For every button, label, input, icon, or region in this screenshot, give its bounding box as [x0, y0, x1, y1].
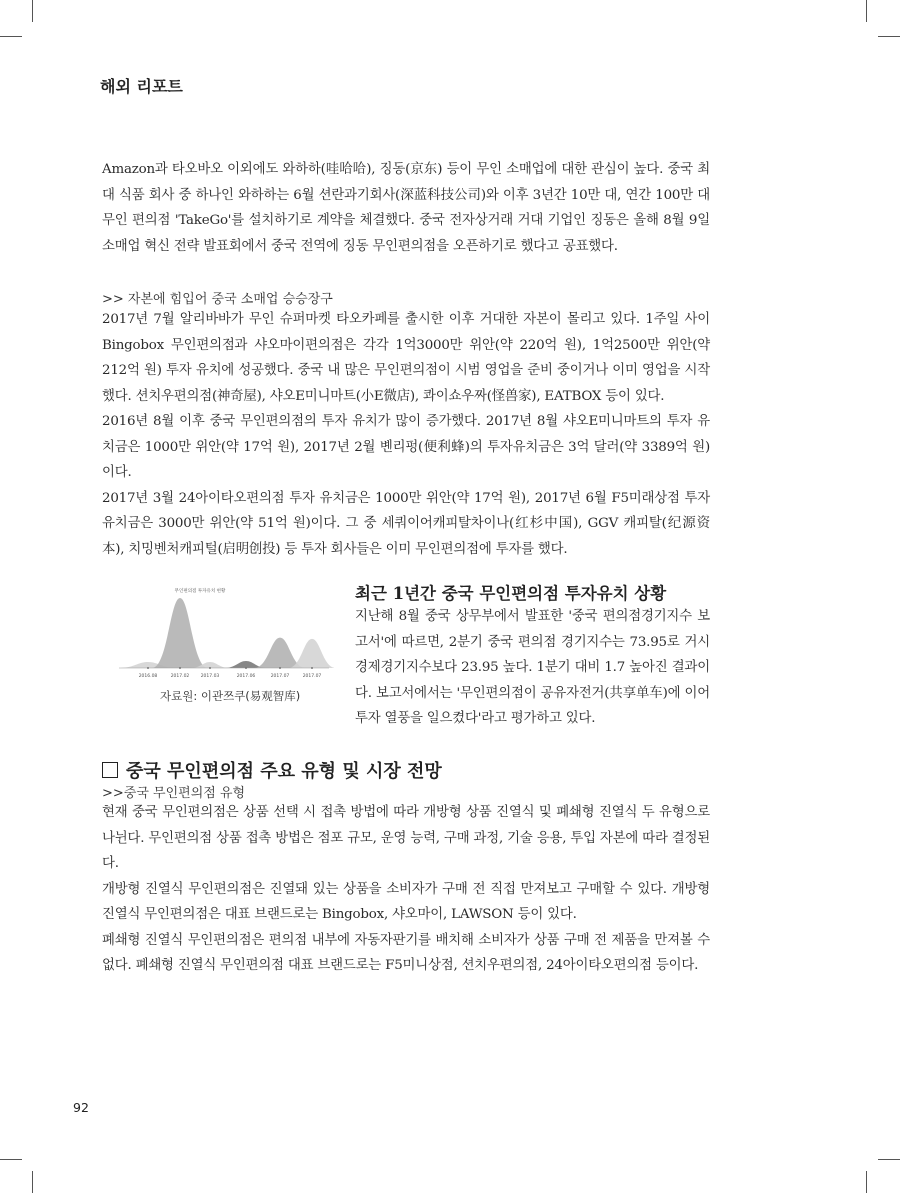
crop-mark	[866, 1171, 867, 1193]
chart-title: 무인편의점 투자유치 현황	[174, 589, 226, 594]
chart-peak	[152, 598, 208, 668]
section2-paragraph: 현재 중국 무인편의점은 상품 선택 시 접촉 방법에 따라 개방형 상품 진열식 및 폐쇄형 진열식 두 유형으로 나뉜다. 무인편의점 상품 접촉 방법은 점포 규모, 운영 능력, 구매 과정, 기술 응용, 투입 자본에 따라 결정된다.	[102, 805, 710, 871]
x-tick-label: 2017.06	[236, 674, 256, 679]
x-tick-label: 2017.03	[200, 674, 220, 679]
side-title: 최근 1년간 중국 무인편의점 투자유치 상황	[355, 584, 667, 603]
investment-chart-svg	[114, 578, 334, 688]
x-tick-label: 2017.07	[302, 674, 322, 679]
capital-paragraph: 2016년 8월 이후 중국 무인편의점의 투자 유치가 많이 증가했다. 2017년 8월 샤오E미니마트의 투자 유치금은 1000만 위안(약 17억 원), 2017년 2월 볜리펑(便利蜂)의 투자유치금은 3억 달러(약 3389억 원)이다.	[102, 414, 710, 480]
page-header: 해외 리포트	[100, 77, 183, 96]
capital-paragraph: 2017년 3월 24아이타오편의점 투자 유치금은 1000만 위안(약 17억 원), 2017년 6월 F5미래상점 투자 유치금은 3000만 위안(약 51억 원)이다. 그 중 세쿼이어캐피탈차이나(红杉中国), GGV 캐피탈(纪源资本), 치밍벤처캐피털(启明创投) 등 투자 회사들은 이미 무인편의점에 투자를 했다.	[102, 490, 710, 557]
section-title	[102, 757, 442, 783]
capital-paragraphs	[102, 307, 710, 562]
section2-paragraphs	[102, 800, 710, 979]
crop-mark	[866, 0, 867, 22]
page-number: 92	[73, 1100, 89, 1115]
crop-mark	[878, 36, 900, 37]
section-title-text: 중국 무인편의점 주요 유형 및 시장 전망	[126, 761, 442, 782]
crop-mark	[0, 36, 22, 37]
x-tick-label: 2017.07	[270, 674, 290, 679]
section2-paragraph: 개방형 진열식 무인편의점은 진열돼 있는 상품을 소비자가 구매 전 직접 만져보고 구매할 수 있다. 개방형 진열식 무인편의점은 대표 브랜드로는 Bingobox, 샤오마이, LAWSON 등이 있다.	[102, 881, 710, 922]
section2-subhead: >>중국 무인편의점 유형	[102, 786, 246, 801]
crop-mark	[878, 1159, 900, 1160]
intro-text: Amazon과 타오바오 이외에도 와하하(哇哈哈), 징동(京东) 등이 무인 소매업에 대한 관심이 높다. 중국 최대 식품 회사 중 하나인 와하하는 6월 션란과기회사(深蓝科技公司)와 이후 3년간 10만 대, 연간 100만 대 무인 편의점 'TakeGo'를 설치하기로 계약을 체결했다. 중국 전자상거래 거대 기업인 징동은 올해 8월 9일 소매업 혁신 전략 발표회에서 중국 전역에 징동 무인편의점을 오픈하기로 했다고 공표했다.	[102, 162, 710, 254]
x-tick-label: 2017.02	[170, 674, 190, 679]
investment-chart	[114, 578, 334, 688]
crop-mark	[0, 1159, 22, 1160]
x-tick-label: 2016.08	[138, 674, 158, 679]
capital-subhead: >> 자본에 힘입어 중국 소매업 승승장구	[102, 292, 333, 307]
side-text: 지난해 8월 중국 상무부에서 발표한 '중국 편의점경기지수 보고서'에 따르면, 2분기 중국 편의점 경기지수는 73.95로 거시경제경기지수보다 23.95 높다. 1분기 대비 1.7 높아진 결과이다. 보고서에서는 '무인편의점이 공유자전거(共享单车)에 이어 투자 열풍을 일으켰다'라고 평가하고 있다.	[355, 609, 710, 726]
figure-caption: 자료원: 이관쯔쿠(易观智库)	[160, 689, 301, 703]
crop-mark	[32, 1171, 33, 1193]
crop-mark	[32, 0, 33, 22]
section2-paragraph: 폐쇄형 진열식 무인편의점은 편의점 내부에 자동자판기를 배치해 소비자가 상품 구매 전 제품을 만져볼 수 없다. 폐쇄형 진열식 무인편의점 대표 브랜드로는 F5미니상점, 션치우편의점, 24아이타오편의점 등이다.	[102, 932, 710, 973]
checkbox-icon	[102, 762, 118, 778]
intro-paragraph	[102, 157, 710, 259]
capital-paragraph: 2017년 7월 알리바바가 무인 슈퍼마켓 타오카페를 출시한 이후 거대한 자본이 몰리고 있다. 1주일 사이 Bingobox 무인편의점과 샤오마이편의점은 각각 1억3000만 위안(약 220억 원), 1억2500만 위안(약 212억 원) 투자 유치에 성공했다. 중국 내 많은 무인편의점이 시범 영업을 준비 중이거나 이미 영업을 시작했다. 션치우편의점(神奇屋), 샤오E미니마트(小E微店), 콰이쇼우짜(怪兽家), EATBOX 등이 있다.	[102, 312, 710, 404]
